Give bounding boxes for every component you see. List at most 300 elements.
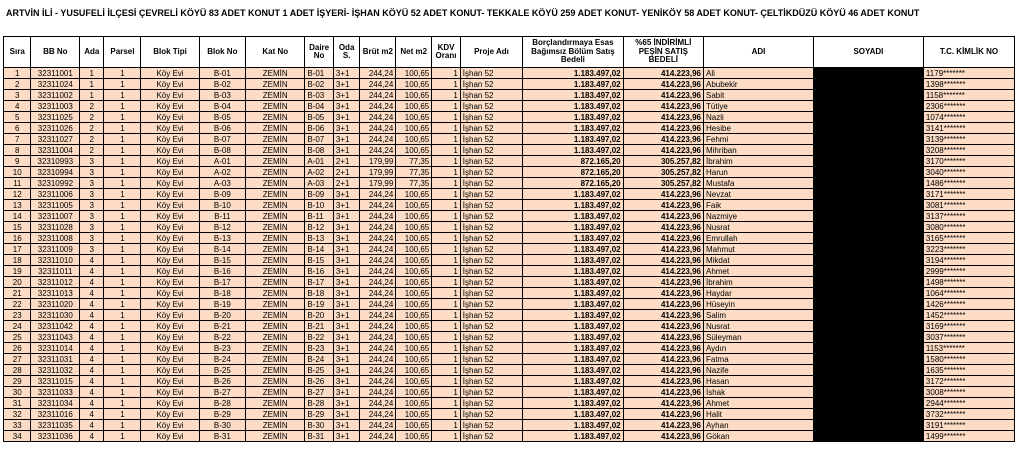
cell-bb-no: 32311005 bbox=[31, 200, 80, 211]
cell-tc-kimlik-no: 3137******* bbox=[923, 211, 1014, 222]
cell-pesin-satis-bedeli: 305.257,82 bbox=[623, 178, 703, 189]
cell-kat-no: ZEMİN bbox=[246, 376, 305, 387]
cell-kat-no: ZEMİN bbox=[246, 420, 305, 431]
cell-pesin-satis-bedeli: 414.223,96 bbox=[623, 233, 703, 244]
cell-kdv-orani: 1 bbox=[432, 310, 461, 321]
cell-pesin-satis-bedeli: 414.223,96 bbox=[623, 112, 703, 123]
cell-tc-kimlik-no: 2306******* bbox=[923, 101, 1014, 112]
cell-daire-no: B-08 bbox=[305, 145, 334, 156]
cell-adi: Abubekir bbox=[703, 79, 813, 90]
cell-net-m2: 100,65 bbox=[396, 145, 432, 156]
cell-tc-kimlik-no: 3172******* bbox=[923, 376, 1014, 387]
cell-daire-no: B-05 bbox=[305, 112, 334, 123]
cell-satis-bedeli: 1.183.497,02 bbox=[523, 112, 623, 123]
cell-brut-m2: 179,99 bbox=[360, 167, 396, 178]
cell-net-m2: 100,65 bbox=[396, 200, 432, 211]
cell-adi: Nazmiye bbox=[703, 211, 813, 222]
cell-kat-no: ZEMİN bbox=[246, 90, 305, 101]
cell-daire-no: B-14 bbox=[305, 244, 334, 255]
cell-brut-m2: 244,24 bbox=[360, 365, 396, 376]
cell-proje-adi: İşhan 52 bbox=[460, 189, 522, 200]
cell-row-number: 23 bbox=[4, 310, 31, 321]
cell-satis-bedeli: 1.183.497,02 bbox=[523, 134, 623, 145]
cell-satis-bedeli: 1.183.497,02 bbox=[523, 299, 623, 310]
cell-daire-no: B-16 bbox=[305, 266, 334, 277]
cell-daire-no: A-03 bbox=[305, 178, 334, 189]
cell-satis-bedeli: 1.183.497,02 bbox=[523, 68, 623, 79]
cell-ada: 2 bbox=[80, 134, 104, 145]
table-row bbox=[4, 299, 1015, 310]
cell-blok-tipi: Köy Evi bbox=[141, 178, 199, 189]
cell-adi: Nusrat bbox=[703, 321, 813, 332]
cell-net-m2: 100,65 bbox=[396, 321, 432, 332]
cell-soyadi bbox=[813, 431, 923, 442]
cell-adi: Emrullah bbox=[703, 233, 813, 244]
table-row bbox=[4, 343, 1015, 354]
cell-adi: Nazife bbox=[703, 365, 813, 376]
header-net-m2: Net m2 bbox=[396, 37, 432, 68]
cell-blok-tipi: Köy Evi bbox=[141, 376, 199, 387]
cell-oda-sayisi: 3+1 bbox=[333, 90, 359, 101]
cell-kdv-orani: 1 bbox=[432, 288, 461, 299]
table-row bbox=[4, 156, 1015, 167]
cell-brut-m2: 244,24 bbox=[360, 189, 396, 200]
table-row bbox=[4, 178, 1015, 189]
cell-pesin-satis-bedeli: 414.223,96 bbox=[623, 134, 703, 145]
cell-soyadi bbox=[813, 156, 923, 167]
cell-row-number: 28 bbox=[4, 365, 31, 376]
cell-tc-kimlik-no: 3191******* bbox=[923, 420, 1014, 431]
cell-bb-no: 32311032 bbox=[31, 365, 80, 376]
cell-net-m2: 77,35 bbox=[396, 156, 432, 167]
cell-ada: 3 bbox=[80, 189, 104, 200]
cell-pesin-satis-bedeli: 414.223,96 bbox=[623, 189, 703, 200]
cell-row-number: 3 bbox=[4, 90, 31, 101]
cell-net-m2: 100,65 bbox=[396, 101, 432, 112]
cell-daire-no: B-04 bbox=[305, 101, 334, 112]
cell-blok-tipi: Köy Evi bbox=[141, 420, 199, 431]
cell-pesin-satis-bedeli: 414.223,96 bbox=[623, 244, 703, 255]
cell-kat-no: ZEMİN bbox=[246, 398, 305, 409]
cell-soyadi bbox=[813, 332, 923, 343]
cell-satis-bedeli: 1.183.497,02 bbox=[523, 409, 623, 420]
cell-blok-tipi: Köy Evi bbox=[141, 134, 199, 145]
cell-brut-m2: 244,24 bbox=[360, 200, 396, 211]
cell-tc-kimlik-no: 1426******* bbox=[923, 299, 1014, 310]
cell-kdv-orani: 1 bbox=[432, 332, 461, 343]
cell-ada: 1 bbox=[80, 79, 104, 90]
cell-blok-no: B-28 bbox=[199, 398, 246, 409]
cell-adi: Mikdat bbox=[703, 255, 813, 266]
table-row bbox=[4, 288, 1015, 299]
cell-pesin-satis-bedeli: 414.223,96 bbox=[623, 420, 703, 431]
cell-kdv-orani: 1 bbox=[432, 420, 461, 431]
cell-brut-m2: 244,24 bbox=[360, 233, 396, 244]
cell-parsel: 1 bbox=[104, 178, 141, 189]
cell-bb-no: 32311042 bbox=[31, 321, 80, 332]
cell-row-number: 31 bbox=[4, 398, 31, 409]
cell-adi: Tütiye bbox=[703, 101, 813, 112]
cell-kdv-orani: 1 bbox=[432, 255, 461, 266]
cell-daire-no: B-03 bbox=[305, 90, 334, 101]
header-satis-bedeli: Borçlandırmaya Esas Bağımsız Bölüm Satış Bedeli bbox=[523, 37, 623, 68]
cell-daire-no: A-01 bbox=[305, 156, 334, 167]
cell-kdv-orani: 1 bbox=[432, 431, 461, 442]
cell-daire-no: B-18 bbox=[305, 288, 334, 299]
cell-soyadi bbox=[813, 288, 923, 299]
cell-oda-sayisi: 3+1 bbox=[333, 233, 359, 244]
cell-tc-kimlik-no: 3223******* bbox=[923, 244, 1014, 255]
cell-oda-sayisi: 2+1 bbox=[333, 167, 359, 178]
cell-parsel: 1 bbox=[104, 112, 141, 123]
cell-kat-no: ZEMİN bbox=[246, 310, 305, 321]
cell-oda-sayisi: 3+1 bbox=[333, 134, 359, 145]
cell-kdv-orani: 1 bbox=[432, 299, 461, 310]
cell-kat-no: ZEMİN bbox=[246, 233, 305, 244]
cell-proje-adi: İşhan 52 bbox=[460, 398, 522, 409]
table-row bbox=[4, 420, 1015, 431]
cell-proje-adi: İşhan 52 bbox=[460, 211, 522, 222]
cell-ada: 3 bbox=[80, 233, 104, 244]
cell-soyadi bbox=[813, 321, 923, 332]
cell-daire-no: B-31 bbox=[305, 431, 334, 442]
cell-brut-m2: 244,24 bbox=[360, 409, 396, 420]
cell-proje-adi: İşhan 52 bbox=[460, 266, 522, 277]
cell-oda-sayisi: 3+1 bbox=[333, 310, 359, 321]
cell-daire-no: B-07 bbox=[305, 134, 334, 145]
cell-blok-tipi: Köy Evi bbox=[141, 101, 199, 112]
cell-proje-adi: İşhan 52 bbox=[460, 123, 522, 134]
cell-daire-no: B-13 bbox=[305, 233, 334, 244]
cell-proje-adi: İşhan 52 bbox=[460, 167, 522, 178]
cell-ada: 4 bbox=[80, 376, 104, 387]
table-row bbox=[4, 211, 1015, 222]
cell-kat-no: ZEMİN bbox=[246, 321, 305, 332]
table-row bbox=[4, 101, 1015, 112]
header-blok-no: Blok No bbox=[199, 37, 246, 68]
cell-daire-no: B-10 bbox=[305, 200, 334, 211]
cell-satis-bedeli: 1.183.497,02 bbox=[523, 123, 623, 134]
cell-blok-no: B-17 bbox=[199, 277, 246, 288]
cell-tc-kimlik-no: 1498******* bbox=[923, 277, 1014, 288]
cell-bb-no: 32311003 bbox=[31, 101, 80, 112]
cell-bb-no: 32311009 bbox=[31, 244, 80, 255]
cell-blok-tipi: Köy Evi bbox=[141, 123, 199, 134]
cell-adi: Mustafa bbox=[703, 178, 813, 189]
cell-blok-no: B-30 bbox=[199, 420, 246, 431]
cell-satis-bedeli: 1.183.497,02 bbox=[523, 354, 623, 365]
cell-adi: Ayhan bbox=[703, 420, 813, 431]
table-row bbox=[4, 332, 1015, 343]
cell-parsel: 1 bbox=[104, 255, 141, 266]
cell-proje-adi: İşhan 52 bbox=[460, 321, 522, 332]
cell-soyadi bbox=[813, 409, 923, 420]
table-row bbox=[4, 387, 1015, 398]
cell-blok-tipi: Köy Evi bbox=[141, 310, 199, 321]
cell-ada: 4 bbox=[80, 365, 104, 376]
cell-pesin-satis-bedeli: 414.223,96 bbox=[623, 277, 703, 288]
cell-blok-no: B-09 bbox=[199, 189, 246, 200]
cell-brut-m2: 244,24 bbox=[360, 222, 396, 233]
document-title: ARTVİN İLİ - YUSUFELİ İLÇESİ ÇEVRELİ KÖYÜ 83 ADET KONUT 1 ADET İŞYERİ- İŞHAN KÖYÜ 52 ADET KONUT- TEKKALE KÖYÜ 259 ADET KONUT- YENİKÖY 58 ADET KONUT- ÇELTİKDÜZÜ KÖYÜ 46 ADET KONUT bbox=[6, 8, 920, 18]
cell-bb-no: 32311002 bbox=[31, 90, 80, 101]
cell-kat-no: ZEMİN bbox=[246, 200, 305, 211]
cell-adi: Salim bbox=[703, 310, 813, 321]
cell-brut-m2: 244,24 bbox=[360, 145, 396, 156]
cell-tc-kimlik-no: 3139******* bbox=[923, 134, 1014, 145]
cell-oda-sayisi: 3+1 bbox=[333, 222, 359, 233]
cell-proje-adi: İşhan 52 bbox=[460, 420, 522, 431]
cell-ada: 4 bbox=[80, 299, 104, 310]
cell-kdv-orani: 1 bbox=[432, 90, 461, 101]
cell-row-number: 30 bbox=[4, 387, 31, 398]
cell-blok-tipi: Köy Evi bbox=[141, 68, 199, 79]
cell-row-number: 19 bbox=[4, 266, 31, 277]
cell-pesin-satis-bedeli: 305.257,82 bbox=[623, 156, 703, 167]
cell-oda-sayisi: 3+1 bbox=[333, 420, 359, 431]
cell-blok-tipi: Köy Evi bbox=[141, 299, 199, 310]
cell-proje-adi: İşhan 52 bbox=[460, 409, 522, 420]
header-adi: ADI bbox=[703, 37, 813, 68]
table-row bbox=[4, 431, 1015, 442]
cell-blok-tipi: Köy Evi bbox=[141, 266, 199, 277]
cell-soyadi bbox=[813, 112, 923, 123]
cell-proje-adi: İşhan 52 bbox=[460, 178, 522, 189]
cell-blok-no: B-29 bbox=[199, 409, 246, 420]
cell-parsel: 1 bbox=[104, 277, 141, 288]
cell-row-number: 25 bbox=[4, 332, 31, 343]
cell-pesin-satis-bedeli: 414.223,96 bbox=[623, 332, 703, 343]
cell-pesin-satis-bedeli: 414.223,96 bbox=[623, 310, 703, 321]
cell-soyadi bbox=[813, 398, 923, 409]
table-row bbox=[4, 233, 1015, 244]
cell-brut-m2: 244,24 bbox=[360, 244, 396, 255]
cell-tc-kimlik-no: 1452******* bbox=[923, 310, 1014, 321]
cell-blok-no: A-01 bbox=[199, 156, 246, 167]
cell-pesin-satis-bedeli: 414.223,96 bbox=[623, 365, 703, 376]
cell-row-number: 20 bbox=[4, 277, 31, 288]
cell-ada: 4 bbox=[80, 310, 104, 321]
cell-proje-adi: İşhan 52 bbox=[460, 299, 522, 310]
cell-ada: 3 bbox=[80, 156, 104, 167]
cell-net-m2: 100,65 bbox=[396, 365, 432, 376]
cell-satis-bedeli: 872.165,20 bbox=[523, 167, 623, 178]
cell-oda-sayisi: 3+1 bbox=[333, 343, 359, 354]
cell-satis-bedeli: 1.183.497,02 bbox=[523, 431, 623, 442]
cell-brut-m2: 244,24 bbox=[360, 420, 396, 431]
cell-proje-adi: İşhan 52 bbox=[460, 79, 522, 90]
cell-proje-adi: İşhan 52 bbox=[460, 354, 522, 365]
cell-adi: Harun bbox=[703, 167, 813, 178]
cell-net-m2: 100,65 bbox=[396, 90, 432, 101]
header-brut-m2: Brüt m2 bbox=[360, 37, 396, 68]
cell-bb-no: 32311010 bbox=[31, 255, 80, 266]
cell-pesin-satis-bedeli: 414.223,96 bbox=[623, 266, 703, 277]
cell-kat-no: ZEMİN bbox=[246, 431, 305, 442]
cell-bb-no: 32311033 bbox=[31, 387, 80, 398]
cell-daire-no: B-30 bbox=[305, 420, 334, 431]
cell-satis-bedeli: 1.183.497,02 bbox=[523, 222, 623, 233]
cell-proje-adi: İşhan 52 bbox=[460, 255, 522, 266]
cell-net-m2: 100,65 bbox=[396, 233, 432, 244]
cell-proje-adi: İşhan 52 bbox=[460, 145, 522, 156]
cell-kat-no: ZEMİN bbox=[246, 332, 305, 343]
cell-satis-bedeli: 872.165,20 bbox=[523, 156, 623, 167]
cell-satis-bedeli: 1.183.497,02 bbox=[523, 343, 623, 354]
cell-satis-bedeli: 1.183.497,02 bbox=[523, 233, 623, 244]
table-row bbox=[4, 266, 1015, 277]
cell-brut-m2: 244,24 bbox=[360, 112, 396, 123]
cell-soyadi bbox=[813, 354, 923, 365]
cell-kat-no: ZEMİN bbox=[246, 112, 305, 123]
cell-net-m2: 100,65 bbox=[396, 222, 432, 233]
cell-blok-no: A-03 bbox=[199, 178, 246, 189]
cell-oda-sayisi: 3+1 bbox=[333, 332, 359, 343]
cell-parsel: 1 bbox=[104, 398, 141, 409]
cell-kdv-orani: 1 bbox=[432, 211, 461, 222]
cell-blok-tipi: Köy Evi bbox=[141, 343, 199, 354]
sales-table bbox=[3, 36, 1015, 442]
cell-bb-no: 32311011 bbox=[31, 266, 80, 277]
cell-parsel: 1 bbox=[104, 288, 141, 299]
header-tc-kimlik-no: T.C. KİMLİK NO bbox=[923, 37, 1014, 68]
cell-daire-no: B-06 bbox=[305, 123, 334, 134]
cell-blok-no: B-02 bbox=[199, 79, 246, 90]
cell-ada: 4 bbox=[80, 420, 104, 431]
cell-tc-kimlik-no: 1153******* bbox=[923, 343, 1014, 354]
cell-parsel: 1 bbox=[104, 211, 141, 222]
cell-kdv-orani: 1 bbox=[432, 321, 461, 332]
cell-adi: Nazli bbox=[703, 112, 813, 123]
cell-row-number: 7 bbox=[4, 134, 31, 145]
cell-satis-bedeli: 1.183.497,02 bbox=[523, 310, 623, 321]
cell-satis-bedeli: 1.183.497,02 bbox=[523, 321, 623, 332]
cell-ada: 4 bbox=[80, 332, 104, 343]
cell-ada: 4 bbox=[80, 387, 104, 398]
cell-proje-adi: İşhan 52 bbox=[460, 156, 522, 167]
cell-oda-sayisi: 3+1 bbox=[333, 101, 359, 112]
cell-blok-no: B-03 bbox=[199, 90, 246, 101]
cell-pesin-satis-bedeli: 414.223,96 bbox=[623, 200, 703, 211]
cell-brut-m2: 244,24 bbox=[360, 211, 396, 222]
cell-ada: 4 bbox=[80, 409, 104, 420]
cell-brut-m2: 244,24 bbox=[360, 299, 396, 310]
cell-blok-no: B-24 bbox=[199, 354, 246, 365]
cell-adi: Nusrat bbox=[703, 222, 813, 233]
cell-ada: 2 bbox=[80, 101, 104, 112]
cell-bb-no: 32311024 bbox=[31, 79, 80, 90]
cell-blok-no: B-05 bbox=[199, 112, 246, 123]
cell-row-number: 18 bbox=[4, 255, 31, 266]
table-row bbox=[4, 79, 1015, 90]
cell-row-number: 21 bbox=[4, 288, 31, 299]
cell-oda-sayisi: 3+1 bbox=[333, 112, 359, 123]
cell-blok-no: B-23 bbox=[199, 343, 246, 354]
cell-parsel: 1 bbox=[104, 79, 141, 90]
cell-daire-no: B-26 bbox=[305, 376, 334, 387]
cell-oda-sayisi: 3+1 bbox=[333, 189, 359, 200]
cell-row-number: 26 bbox=[4, 343, 31, 354]
cell-kat-no: ZEMİN bbox=[246, 156, 305, 167]
cell-kdv-orani: 1 bbox=[432, 233, 461, 244]
cell-adi: Sabit bbox=[703, 90, 813, 101]
cell-proje-adi: İşhan 52 bbox=[460, 387, 522, 398]
cell-proje-adi: İşhan 52 bbox=[460, 68, 522, 79]
cell-blok-no: B-07 bbox=[199, 134, 246, 145]
cell-net-m2: 100,65 bbox=[396, 266, 432, 277]
header-pesin-satis-bedeli: %65 İNDİRİMLİ PEŞİN SATIŞ BEDELİ bbox=[623, 37, 703, 68]
cell-ada: 4 bbox=[80, 277, 104, 288]
cell-blok-tipi: Köy Evi bbox=[141, 211, 199, 222]
cell-blok-tipi: Köy Evi bbox=[141, 387, 199, 398]
cell-parsel: 1 bbox=[104, 145, 141, 156]
cell-blok-tipi: Köy Evi bbox=[141, 145, 199, 156]
cell-soyadi bbox=[813, 376, 923, 387]
cell-brut-m2: 244,24 bbox=[360, 79, 396, 90]
cell-ada: 3 bbox=[80, 200, 104, 211]
cell-row-number: 2 bbox=[4, 79, 31, 90]
cell-ada: 4 bbox=[80, 354, 104, 365]
cell-soyadi bbox=[813, 68, 923, 79]
cell-adi: İshak bbox=[703, 387, 813, 398]
cell-kat-no: ZEMİN bbox=[246, 255, 305, 266]
cell-ada: 2 bbox=[80, 145, 104, 156]
cell-net-m2: 100,65 bbox=[396, 79, 432, 90]
header-daire-no: Daire No bbox=[305, 37, 334, 68]
cell-satis-bedeli: 1.183.497,02 bbox=[523, 255, 623, 266]
cell-net-m2: 100,65 bbox=[396, 244, 432, 255]
cell-tc-kimlik-no: 3732******* bbox=[923, 409, 1014, 420]
cell-proje-adi: İşhan 52 bbox=[460, 134, 522, 145]
cell-row-number: 10 bbox=[4, 167, 31, 178]
cell-tc-kimlik-no: 3037******* bbox=[923, 332, 1014, 343]
cell-adi: İbrahim bbox=[703, 277, 813, 288]
cell-adi: Hesibe bbox=[703, 123, 813, 134]
cell-satis-bedeli: 1.183.497,02 bbox=[523, 376, 623, 387]
cell-kat-no: ZEMİN bbox=[246, 244, 305, 255]
cell-satis-bedeli: 1.183.497,02 bbox=[523, 277, 623, 288]
cell-oda-sayisi: 3+1 bbox=[333, 387, 359, 398]
cell-net-m2: 100,65 bbox=[396, 310, 432, 321]
cell-tc-kimlik-no: 3171******* bbox=[923, 189, 1014, 200]
cell-parsel: 1 bbox=[104, 156, 141, 167]
cell-row-number: 12 bbox=[4, 189, 31, 200]
cell-blok-tipi: Köy Evi bbox=[141, 354, 199, 365]
cell-net-m2: 100,65 bbox=[396, 332, 432, 343]
cell-ada: 4 bbox=[80, 266, 104, 277]
cell-row-number: 13 bbox=[4, 200, 31, 211]
cell-bb-no: 32310994 bbox=[31, 167, 80, 178]
table-row bbox=[4, 255, 1015, 266]
cell-adi: Mihriban bbox=[703, 145, 813, 156]
cell-parsel: 1 bbox=[104, 123, 141, 134]
cell-kat-no: ZEMİN bbox=[246, 189, 305, 200]
cell-daire-no: B-11 bbox=[305, 211, 334, 222]
cell-soyadi bbox=[813, 145, 923, 156]
cell-parsel: 1 bbox=[104, 189, 141, 200]
cell-pesin-satis-bedeli: 414.223,96 bbox=[623, 288, 703, 299]
cell-bb-no: 32311007 bbox=[31, 211, 80, 222]
cell-tc-kimlik-no: 3170******* bbox=[923, 156, 1014, 167]
cell-parsel: 1 bbox=[104, 90, 141, 101]
cell-soyadi bbox=[813, 299, 923, 310]
cell-proje-adi: İşhan 52 bbox=[460, 332, 522, 343]
cell-daire-no: A-02 bbox=[305, 167, 334, 178]
cell-proje-adi: İşhan 52 bbox=[460, 200, 522, 211]
cell-kdv-orani: 1 bbox=[432, 145, 461, 156]
table-row bbox=[4, 376, 1015, 387]
cell-proje-adi: İşhan 52 bbox=[460, 343, 522, 354]
